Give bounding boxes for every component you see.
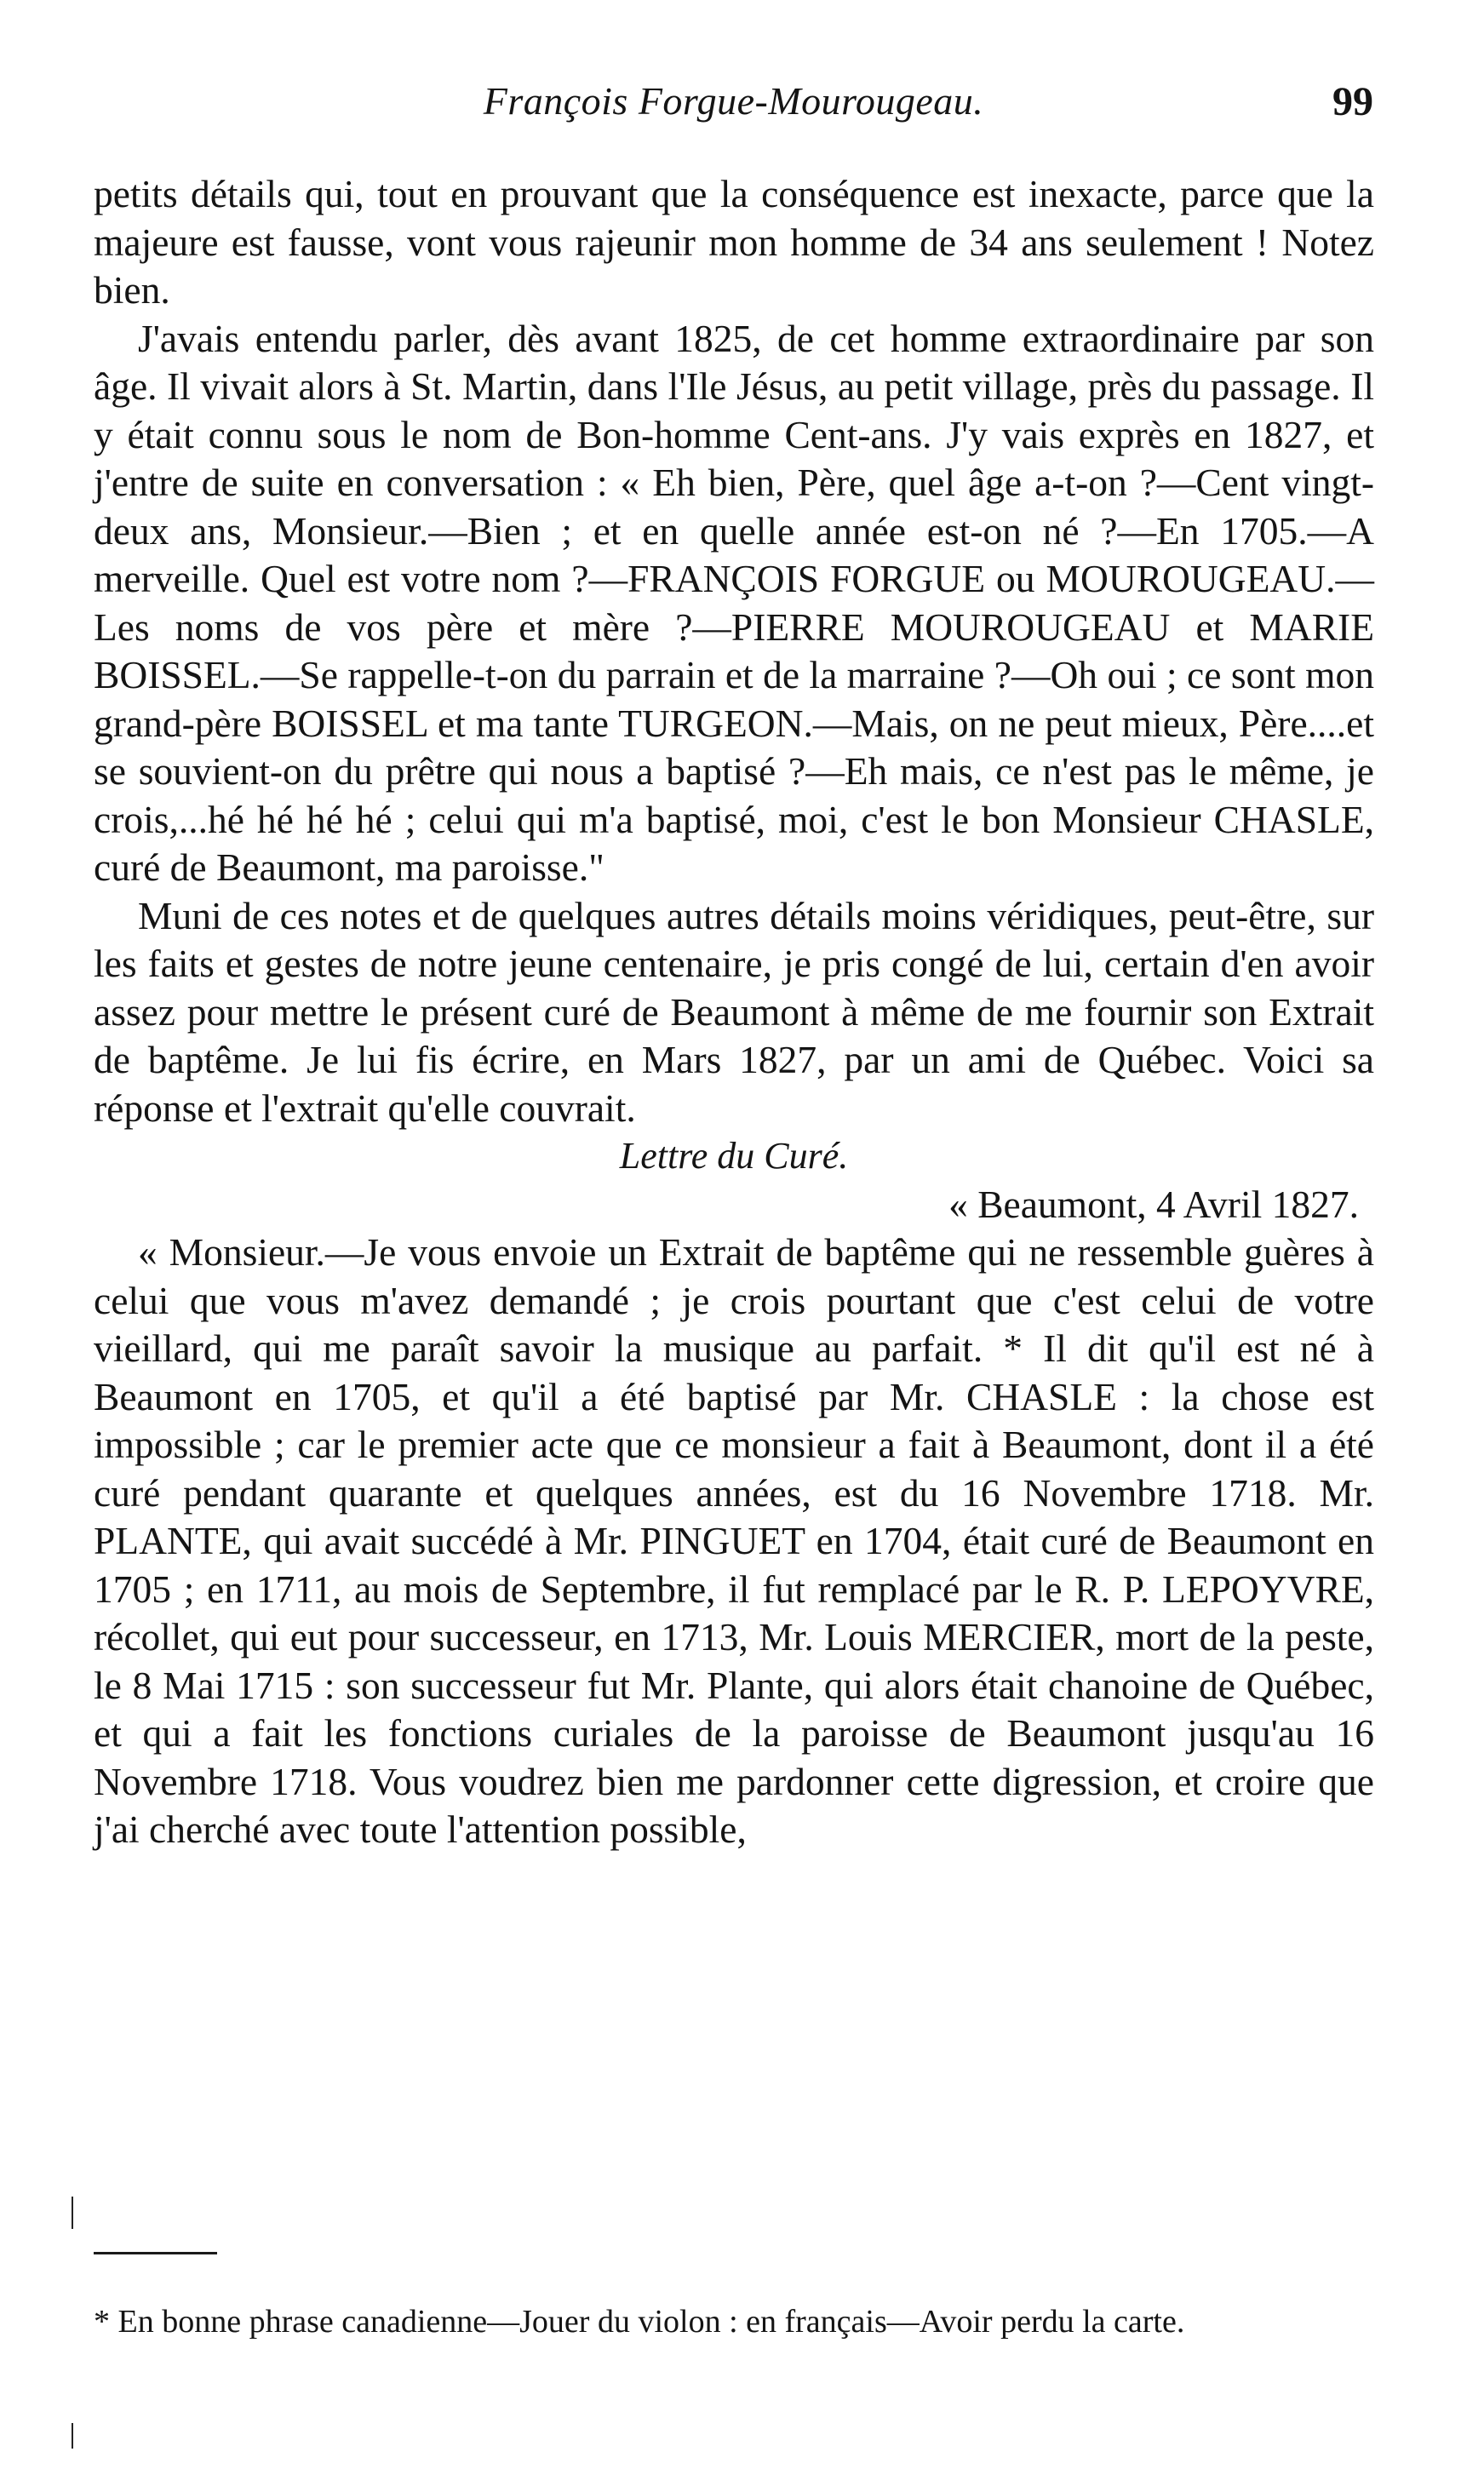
margin-mark — [72, 2197, 73, 2229]
footnote-rule — [94, 2252, 217, 2254]
paragraph-3: Muni de ces notes et de quelques autres détails moins véridiques, peut-être, sur les faits et gestes de notre jeune centenaire, je pris congé de lui, certain d'en avoir assez pour mettre le présent curé de Beaumont à même de me fournir son Extrait de baptême. Je lui fis écrire, en Mars 1827, par un ami de Québec. Voici sa réponse et l'extrait qu'elle couvrait. — [94, 893, 1374, 1130]
body-text — [94, 170, 1374, 1854]
paragraph-2: J'avais entendu parler, dès avant 1825, de cet homme extraordinaire par son âge. Il vivait alors à St. Martin, dans l'Ile Jésus, au petit village, près du passage. Il y était connu sous le nom de Bon-homme Cent-ans. J'y vais exprès en 1827, et j'entre de suite en conversation : « Eh bien, Père, quel âge a-t-on ?—Cent vingt-deux ans, Monsieur.—Bien ; et en quelle année est-on né ?—En 1705.—A merveille. Quel est votre nom ?—FRANÇOIS FORGUE ou MOUROUGEAU.—Les noms de vos père et mère ?—PIERRE MOUROUGEAU et MARIE BOISSEL.—Se rappelle-t-on du parrain et de la marraine ?—Oh oui ; ce sont mon grand-père BOISSEL et ma tante TURGEON.—Mais, on ne peut mieux, Père....et se souvient-on du prêtre qui nous a baptisé ?—Eh mais, ce n'est pas le même, je crois,...hé hé hé hé ; celui qui m'a baptisé, moi, c'est le bon Monsieur CHASLE, curé de Beaumont, ma paroisse." — [94, 316, 1374, 889]
paragraph-1: petits détails qui, tout en prouvant que la conséquence est inexacte, parce que la majeure est fausse, vont vous rajeunir mon homme de 34 ans seulement ! Notez bien. — [94, 172, 1374, 312]
running-title: François Forgue-Mourougeau. — [483, 79, 984, 123]
letter-title: Lettre du Curé. — [619, 1135, 849, 1177]
page-header — [94, 78, 1373, 133]
letter-text: « Monsieur.—Je vous envoie un Extrait de baptême qui ne ressemble guères à celui que vous m'avez demandé ; je crois pourtant que c'est celui de votre vieillard, qui me paraît savoir la musique au parfait. * Il dit qu'il est né à Beaumont en 1705, et qu'il a été baptisé par Mr. CHASLE : la chose est impossible ; car le premier acte que ce monsieur a fait à Beaumont, dont il a été curé pendant quarante et quelques années, est du 16 Novembre 1718. Mr. PLANTE, qui avait succédé à Mr. PINGUET en 1704, était curé de Beaumont en 1705 ; en 1711, au mois de Septembre, il fut remplacé par le R. P. LEPOYVRE, récollet, qui eut pour successeur, en 1713, Mr. Louis MERCIER, mort de la peste, le 8 Mai 1715 : son successeur fut Mr. Plante, qui alors était chanoine de Québec, et qui a fait les fonctions curiales de la paroisse de Beaumont jusqu'au 16 Novembre 1718. Vous voudrez bien me pardonner cette digression, et croire que j'ai cherché avec toute l'attention possible, — [94, 1230, 1374, 1851]
page-number: 99 — [1332, 79, 1373, 124]
margin-mark — [72, 2423, 73, 2449]
letter-date: « Beaumont, 4 Avril 1827. — [948, 1182, 1359, 1226]
footnote: * En bonne phrase canadienne—Jouer du violon : en français—Avoir perdu la carte. — [94, 2304, 1185, 2340]
